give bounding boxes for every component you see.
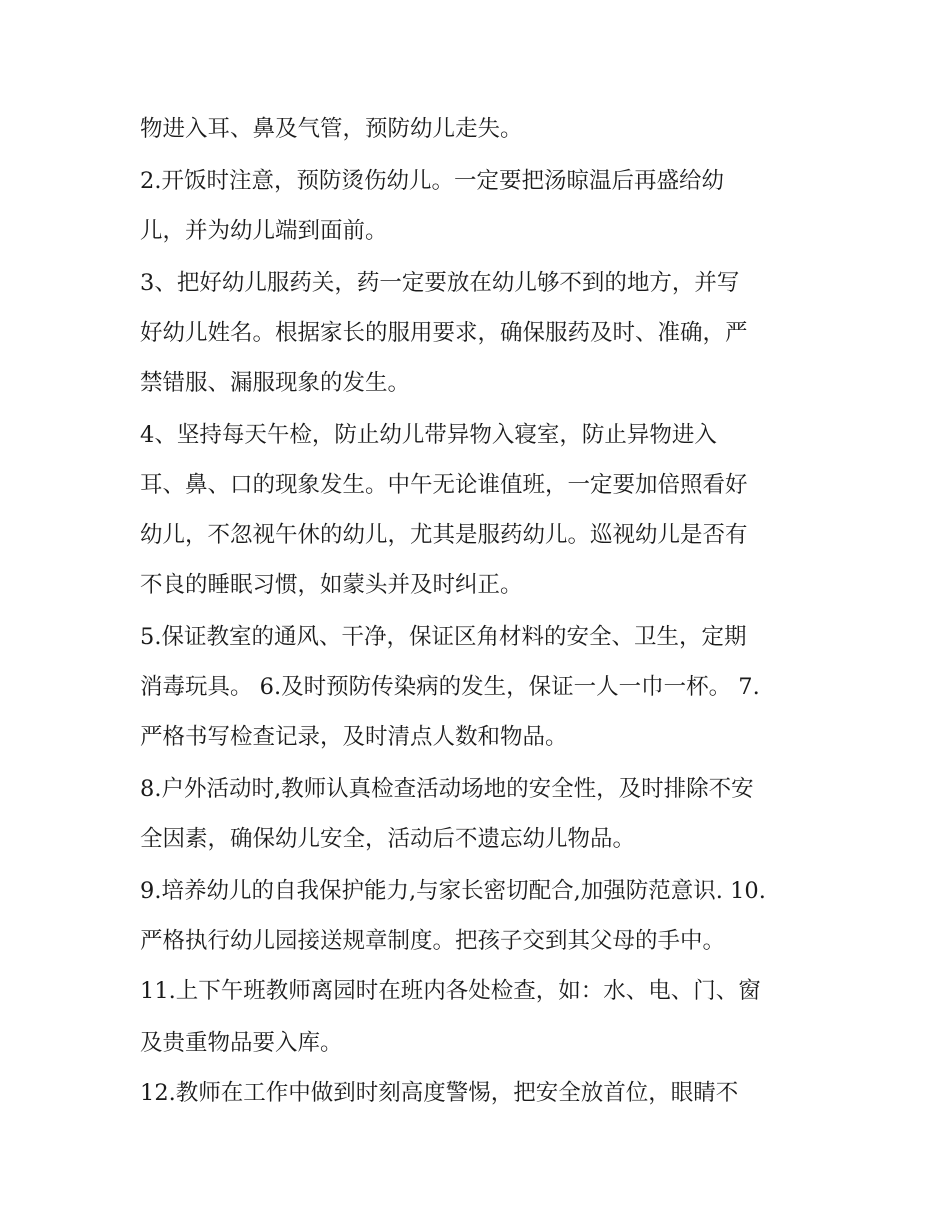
text-line: 严格书写检查记录，及时清点人数和物品。 (140, 724, 568, 750)
text-line: 3、把好幼儿服药关，药一定要放在幼儿够不到的地方，并写 (140, 270, 740, 296)
text-line: 消毒玩具。 6.及时预防传染病的发生，保证一人一巾一杯。 7. (140, 674, 760, 700)
text-line: 4、坚持每天午检，防止幼儿带异物入寝室，防止异物进入 (140, 422, 717, 448)
text-line: 8.户外活动时,教师认真检查活动场地的安全性，及时排除不安 (140, 776, 754, 802)
text-line: 11.上下午班教师离园时在班内各处检查，如：水、电、门、窗 (140, 978, 761, 1004)
text-line: 禁错服、漏服现象的发生。 (140, 370, 411, 396)
text-line: 儿，并为幼儿端到面前。 (140, 218, 388, 244)
text-line: 及贵重物品要入库。 (140, 1030, 343, 1056)
text-line: 全因素，确保幼儿安全，活动后不遗忘幼儿物品。 (140, 826, 636, 852)
text-line: 不良的睡眠习惯，如蒙头并及时纠正。 (140, 572, 523, 598)
text-line: 严格执行幼儿园接送规章制度。把孩子交到其父母的手中。 (140, 928, 726, 954)
text-line: 好幼儿姓名。根据家长的服用要求，确保服药及时、准确，严 (140, 320, 748, 346)
text-line: 12.教师在工作中做到时刻高度警惕，把安全放首位，眼睛不 (140, 1080, 739, 1106)
text-line: 耳、鼻、口的现象发生。中午无论谁值班，一定要加倍照看好 (140, 472, 748, 498)
text-line: 5.保证教室的通风、干净，保证区角材料的安全、卫生，定期 (140, 624, 747, 650)
text-line: 物进入耳、鼻及气管，预防幼儿走失。 (140, 116, 523, 142)
text-line: 9.培养幼儿的自我保护能力,与家长密切配合,加强防范意识. 10. (140, 878, 766, 904)
text-line: 幼儿，不忽视午休的幼儿，尤其是服药幼儿。巡视幼儿是否有 (140, 522, 748, 548)
text-line: 2.开饭时注意，预防烫伤幼儿。一定要把汤晾温后再盛给幼 (140, 168, 724, 194)
